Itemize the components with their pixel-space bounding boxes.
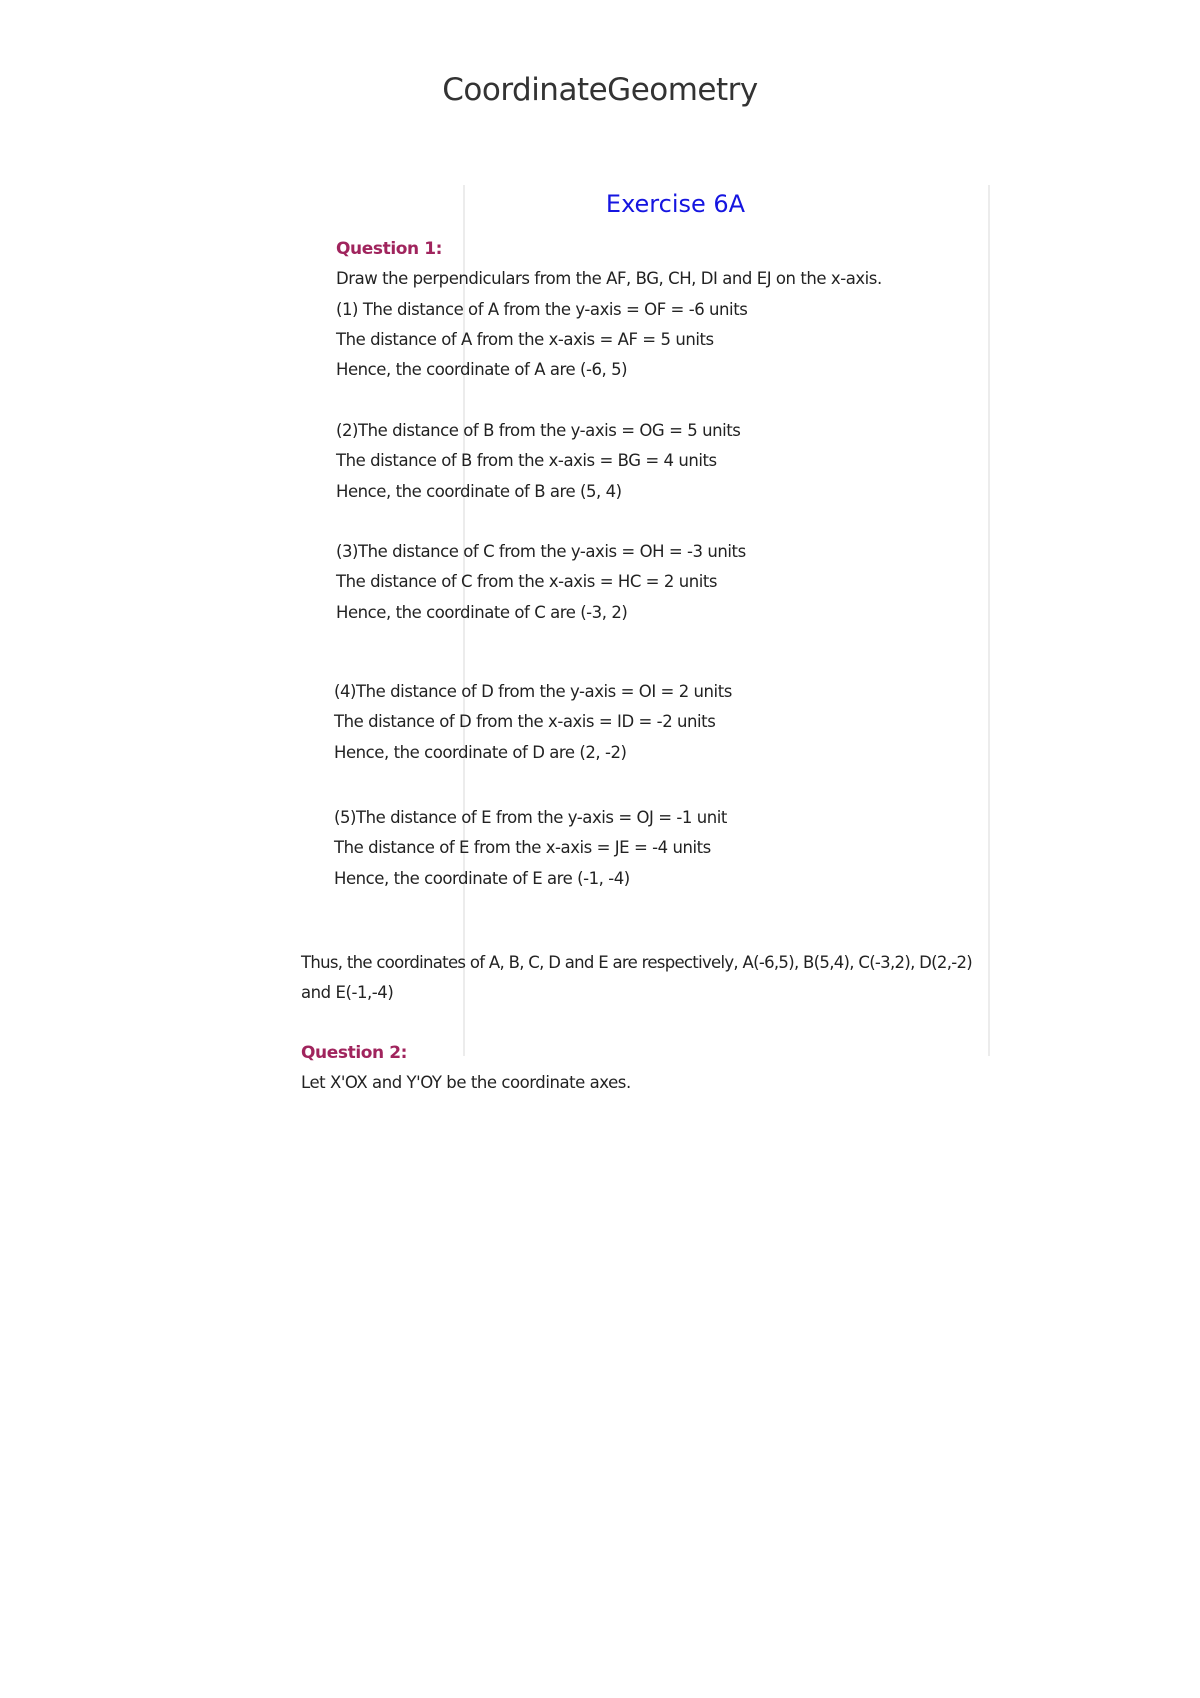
part-2-line-2: The distance of B from the x-axis = BG = 4 units (336, 451, 717, 470)
part-2-line-3: Hence, the coordinate of B are (5, 4) (336, 482, 622, 501)
question-2-text: Let X'OX and Y'OY be the coordinate axes. (301, 1073, 631, 1092)
part-1-line-3: Hence, the coordinate of A are (-6, 5) (336, 360, 628, 379)
part-4-line-1: (4)The distance of D from the y-axis = OI = 2 units (334, 682, 732, 701)
part-5-line-3: Hence, the coordinate of E are (-1, -4) (334, 869, 630, 888)
part-3-line-3: Hence, the coordinate of C are (-3, 2) (336, 603, 628, 622)
exercise-title: Exercise 6A (605, 190, 746, 218)
conclusion-line-2: and E(-1,-4) (301, 983, 394, 1002)
part-2-line-1: (2)The distance of B from the y-axis = OG = 5 units (336, 421, 741, 440)
part-3-line-2: The distance of C from the x-axis = HC = 2 units (336, 572, 718, 591)
question-2-heading: Question 2: (301, 1043, 408, 1063)
question-1-intro: Draw the perpendiculars from the AF, BG, CH, DI and EJ on the x-axis. (336, 269, 882, 288)
part-4-line-2: The distance of D from the x-axis = ID = -2 units (334, 712, 716, 731)
column-divider-right (988, 185, 990, 1056)
part-4-line-3: Hence, the coordinate of D are (2, -2) (334, 743, 627, 762)
part-3-line-1: (3)The distance of C from the y-axis = OH = -3 units (336, 542, 746, 561)
part-1-line-2: The distance of A from the x-axis = AF = 5 units (336, 330, 714, 349)
part-5-line-1: (5)The distance of E from the y-axis = OJ = -1 unit (334, 808, 727, 827)
question-1-heading: Question 1: (336, 239, 443, 259)
part-1-line-1: (1) The distance of A from the y-axis = OF = -6 units (336, 300, 748, 319)
page-title: CoordinateGeometry (442, 72, 758, 108)
part-5-line-2: The distance of E from the x-axis = JE = -4 units (334, 838, 711, 857)
conclusion-line-1: Thus, the coordinates of A, B, C, D and E are respectively, A(-6,5), B(5,4), C(-3,2), D(2,-2) (301, 953, 973, 972)
